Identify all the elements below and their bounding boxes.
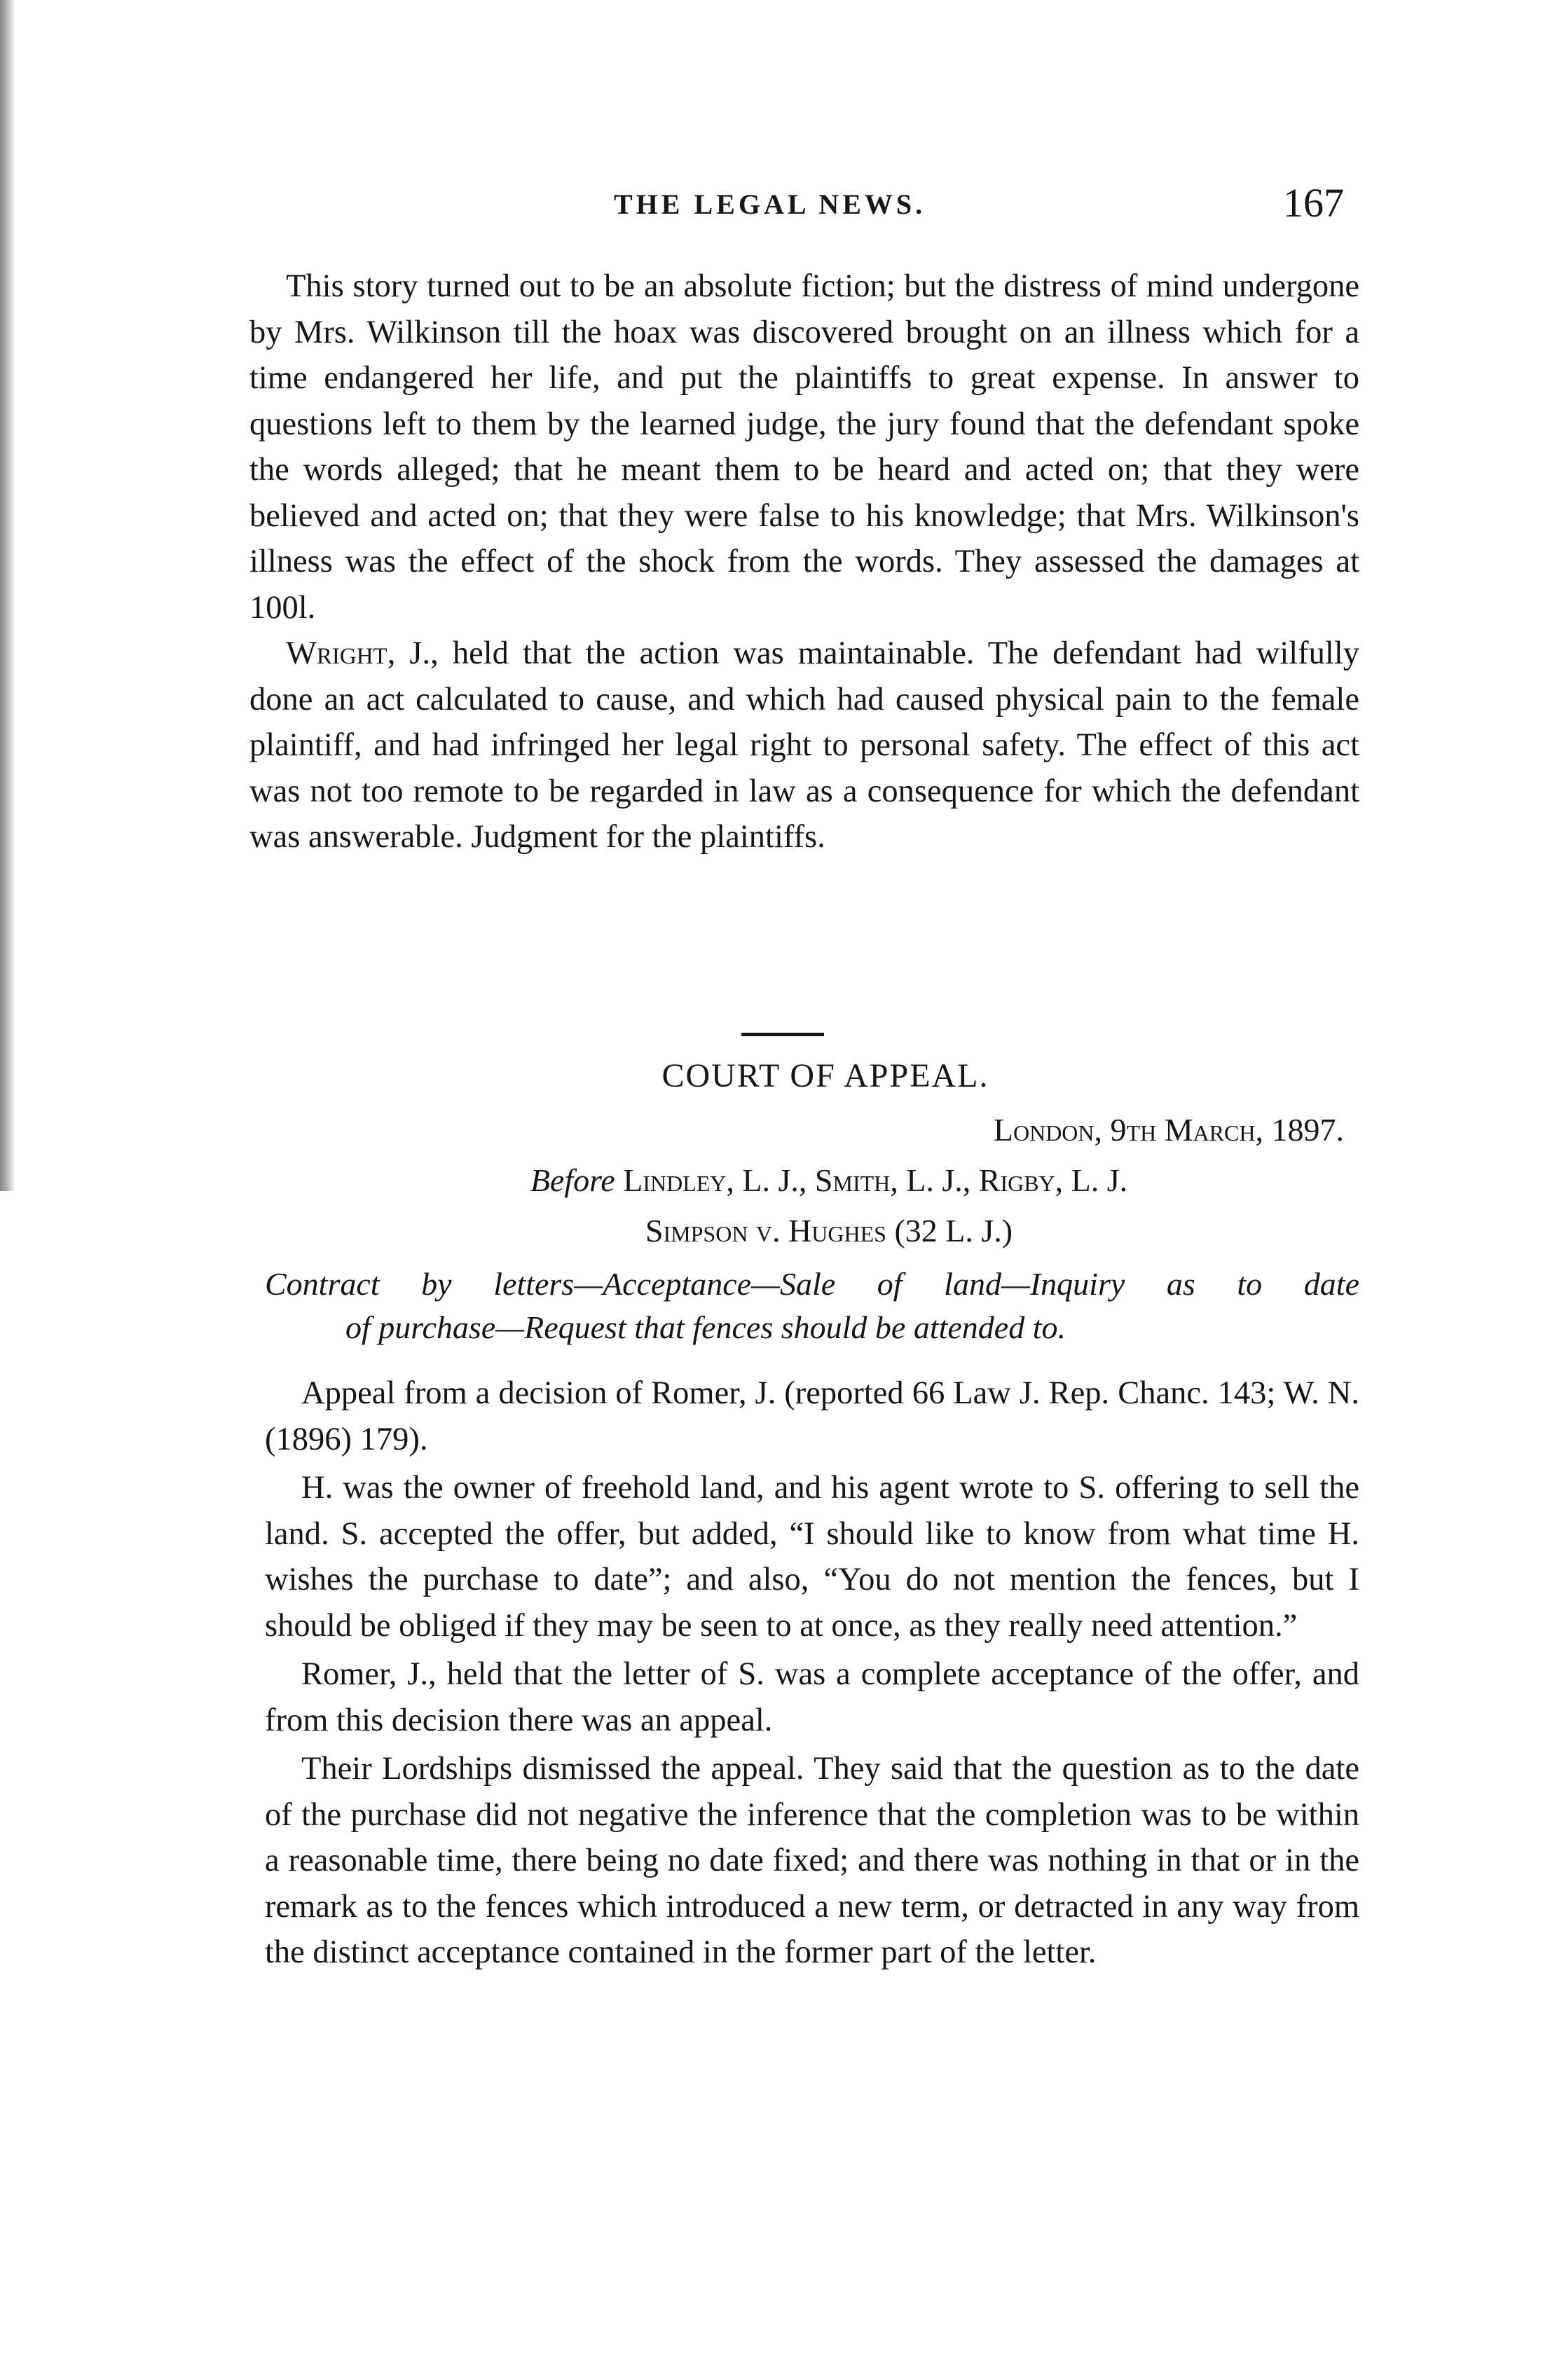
running-title: THE LEGAL NEWS. <box>614 188 926 220</box>
judges-list: Lindley, L. J., Smith, L. J., Rigby, L. J. <box>615 1162 1128 1198</box>
court-date: , 9th March, 1897. <box>1094 1112 1344 1148</box>
binding-edge-shadow <box>0 0 15 1191</box>
paragraph-judgment-wright <box>249 631 1359 860</box>
case-citation: (32 L. J.) <box>886 1213 1013 1249</box>
paragraph-story-fiction: This story turned out to be an absolute fiction; but the distress of mind undergone by Mrs. Wilkinson till the hoax was discovered brought on an illness which for a time endangered her life, and put the plaintiffs to great expense. In answer to questions left to them by the learned judge, the jury found that the defendant spoke the words alleged; that he meant them to be heard and acted on; that they were believed and acted on; that they were false to his knowledge; that Mrs. Wilkinson's illness was the effect of the shock from the words. They assessed the damages at 100l. <box>249 268 1359 626</box>
judge-name: Wright <box>286 635 387 671</box>
case-title <box>249 1212 1359 1249</box>
court-place-date <box>994 1111 1344 1148</box>
court-title: COURT OF APPEAL. <box>661 1057 989 1094</box>
court-place: London <box>993 1112 1095 1148</box>
case-name: Simpson v. Hughes <box>645 1213 886 1249</box>
paragraph-appeal: Appeal from a decision of Romer, J. (reported 66 Law J. Rep. Chanc. 143; W. N. (1896) 179). <box>265 1375 1359 1457</box>
paragraph-facts: H. was the owner of freehold land, and his agent wrote to S. offering to sell the land. S. accepted the offer, but added, “I should like to know from what time H. wishes the purchase to date”; and also, “You do not mention the fences, but I should be obliged if they may be seen to at once, as they really need attention.” <box>265 1470 1359 1644</box>
page-number: 167 <box>1283 180 1344 226</box>
headnote-line-1: Contract by letters—Acceptance—Sale of land—Inquiry as to date <box>265 1266 1359 1302</box>
headnote-line-2: of purchase—Request that fences should be attended to. <box>345 1309 1066 1345</box>
headnote <box>265 1263 1359 1349</box>
running-head <box>249 174 1359 230</box>
section-case-report <box>265 1370 1359 1979</box>
section-divider <box>741 1033 824 1036</box>
paragraph-romer-held: Romer, J., held that the letter of S. was a complete acceptance of the offer, and from this decision there was an appeal. <box>265 1656 1359 1738</box>
section-continued-report <box>249 263 1359 860</box>
court-judges <box>249 1162 1359 1199</box>
before-label: Before <box>530 1162 615 1198</box>
judgment-text: , J., held that the action was maintainable. The defendant had wilfully done an act calculated to cause, and which had caused physical pain to the female plaintiff, and had infringed her legal right to personal safety. The effect of this act was not too remote to be regarded in law as a consequence for which the defendant was answerable. Judgment for the plaintiffs. <box>249 635 1359 855</box>
paragraph-decision: Their Lordships dismissed the appeal. They said that the question as to the date of the purchase did not negative the inference that the completion was to be within a reasonable time, there being no date fixed; and there was nothing in that or in the remark as to the fences which introduced a new term, or detracted in any way from the distinct acceptance contained in the former part of the letter. <box>265 1751 1359 1970</box>
